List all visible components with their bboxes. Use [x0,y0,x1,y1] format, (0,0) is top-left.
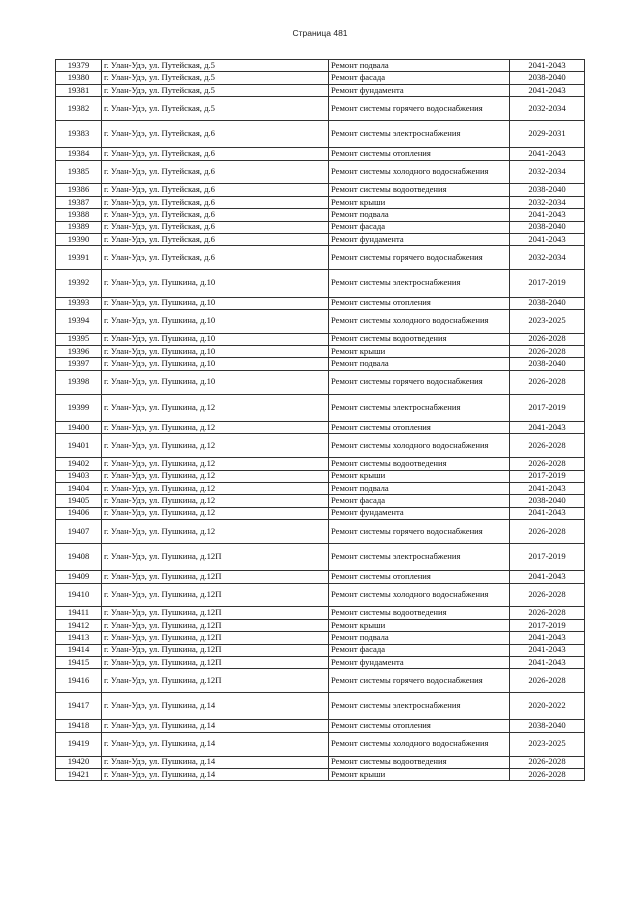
period-cell: 2017-2019 [510,270,585,297]
address-cell: г. Улан-Удэ, ул. Пушкина, д.10 [102,346,329,358]
row-number-cell: 19416 [56,669,102,693]
work-type-cell: Ремонт системы водоотведения [329,184,510,196]
period-cell: 2038-2040 [510,221,585,233]
address-cell: г. Улан-Удэ, ул. Путейская, д.6 [102,221,329,233]
work-type-cell: Ремонт подвала [329,60,510,72]
table-row [56,470,585,482]
table-row [56,297,585,309]
period-cell: 2023-2025 [510,309,585,333]
work-type-cell: Ремонт системы электроснабжения [329,120,510,147]
row-number-cell: 19403 [56,470,102,482]
work-type-cell: Ремонт крыши [329,196,510,208]
work-type-cell: Ремонт системы отопления [329,720,510,732]
address-cell: г. Улан-Удэ, ул. Пушкина, д.12П [102,607,329,619]
row-number-cell: 19390 [56,234,102,246]
row-number-cell: 19402 [56,458,102,470]
table-row [56,97,585,121]
row-number-cell: 19398 [56,370,102,394]
work-type-cell: Ремонт системы холодного водоснабжения [329,309,510,333]
address-cell: г. Улан-Удэ, ул. Путейская, д.5 [102,60,329,72]
period-cell: 2041-2043 [510,571,585,583]
row-number-cell: 19388 [56,209,102,221]
address-cell: г. Улан-Удэ, ул. Пушкина, д.12 [102,520,329,544]
table-row [56,619,585,631]
address-cell: г. Улан-Удэ, ул. Пушкина, д.14 [102,756,329,768]
address-cell: г. Улан-Удэ, ул. Путейская, д.6 [102,196,329,208]
row-number-cell: 19399 [56,394,102,421]
work-type-cell: Ремонт системы горячего водоснабжения [329,97,510,121]
row-number-cell: 19385 [56,160,102,184]
work-type-cell: Ремонт системы горячего водоснабжения [329,669,510,693]
table-row [56,583,585,607]
row-number-cell: 19419 [56,732,102,756]
work-type-cell: Ремонт крыши [329,470,510,482]
address-cell: г. Улан-Удэ, ул. Пушкина, д.12 [102,507,329,519]
address-cell: г. Улан-Удэ, ул. Пушкина, д.12П [102,632,329,644]
address-cell: г. Улан-Удэ, ул. Пушкина, д.12П [102,583,329,607]
period-cell: 2041-2043 [510,644,585,656]
period-cell: 2041-2043 [510,656,585,668]
period-cell: 2038-2040 [510,184,585,196]
address-cell: г. Улан-Удэ, ул. Пушкина, д.14 [102,693,329,720]
row-number-cell: 19413 [56,632,102,644]
address-cell: г. Улан-Удэ, ул. Пушкина, д.12П [102,619,329,631]
row-number-cell: 19396 [56,346,102,358]
row-number-cell: 19408 [56,543,102,570]
table-row [56,421,585,433]
address-cell: г. Улан-Удэ, ул. Пушкина, д.10 [102,270,329,297]
row-number-cell: 19389 [56,221,102,233]
row-number-cell: 19406 [56,507,102,519]
period-cell: 2026-2028 [510,669,585,693]
row-number-cell: 19392 [56,270,102,297]
address-cell: г. Улан-Удэ, ул. Пушкина, д.12 [102,394,329,421]
address-cell: г. Улан-Удэ, ул. Пушкина, д.10 [102,370,329,394]
address-cell: г. Улан-Удэ, ул. Путейская, д.5 [102,84,329,96]
row-number-cell: 19415 [56,656,102,668]
table-row [56,209,585,221]
address-cell: г. Улан-Удэ, ул. Пушкина, д.12П [102,644,329,656]
row-number-cell: 19421 [56,769,102,781]
row-number-cell: 19412 [56,619,102,631]
table-row [56,495,585,507]
table-row [56,434,585,458]
period-cell: 2026-2028 [510,756,585,768]
table-row [56,507,585,519]
row-number-cell: 19401 [56,434,102,458]
work-type-cell: Ремонт подвала [329,482,510,494]
table-row [56,543,585,570]
period-cell: 2017-2019 [510,619,585,631]
table-row [56,632,585,644]
work-type-cell: Ремонт фасада [329,221,510,233]
address-cell: г. Улан-Удэ, ул. Пушкина, д.12 [102,421,329,433]
work-type-cell: Ремонт фундамента [329,84,510,96]
address-cell: г. Улан-Удэ, ул. Путейская, д.6 [102,160,329,184]
work-type-cell: Ремонт системы отопления [329,421,510,433]
period-cell: 2029-2031 [510,120,585,147]
work-type-cell: Ремонт системы холодного водоснабжения [329,732,510,756]
table-row [56,72,585,84]
row-number-cell: 19411 [56,607,102,619]
row-number-cell: 19404 [56,482,102,494]
work-type-cell: Ремонт фундамента [329,507,510,519]
row-number-cell: 19420 [56,756,102,768]
work-type-cell: Ремонт системы отопления [329,571,510,583]
row-number-cell: 19407 [56,520,102,544]
row-number-cell: 19409 [56,571,102,583]
period-cell: 2026-2028 [510,346,585,358]
row-number-cell: 19382 [56,97,102,121]
work-type-cell: Ремонт системы горячего водоснабжения [329,246,510,270]
address-cell: г. Улан-Удэ, ул. Путейская, д.6 [102,246,329,270]
table-row [56,693,585,720]
table-row [56,458,585,470]
period-cell: 2017-2019 [510,543,585,570]
work-type-cell: Ремонт фундамента [329,234,510,246]
address-cell: г. Улан-Удэ, ул. Пушкина, д.12П [102,571,329,583]
row-number-cell: 19386 [56,184,102,196]
table-row [56,394,585,421]
work-type-cell: Ремонт системы отопления [329,148,510,160]
table-row [56,120,585,147]
table-row [56,270,585,297]
table-row [56,160,585,184]
period-cell: 2038-2040 [510,72,585,84]
period-cell: 2026-2028 [510,458,585,470]
period-cell: 2026-2028 [510,434,585,458]
period-cell: 2041-2043 [510,507,585,519]
table-row [56,720,585,732]
work-type-cell: Ремонт подвала [329,632,510,644]
address-cell: г. Улан-Удэ, ул. Пушкина, д.12 [102,482,329,494]
table-body [56,60,585,781]
table-row [56,196,585,208]
page-header: Страница 481 [292,28,348,38]
table-row [56,234,585,246]
period-cell: 2032-2034 [510,246,585,270]
table-row [56,656,585,668]
table-row [56,309,585,333]
address-cell: г. Улан-Удэ, ул. Пушкина, д.12П [102,656,329,668]
work-type-cell: Ремонт крыши [329,346,510,358]
period-cell: 2041-2043 [510,632,585,644]
work-type-cell: Ремонт системы холодного водоснабжения [329,583,510,607]
period-cell: 2041-2043 [510,482,585,494]
row-number-cell: 19387 [56,196,102,208]
address-cell: г. Улан-Удэ, ул. Пушкина, д.10 [102,309,329,333]
period-cell: 2026-2028 [510,583,585,607]
table-row [56,358,585,370]
work-type-cell: Ремонт системы отопления [329,297,510,309]
row-number-cell: 19384 [56,148,102,160]
period-cell: 2038-2040 [510,720,585,732]
table-row [56,769,585,781]
work-type-cell: Ремонт системы водоотведения [329,333,510,345]
row-number-cell: 19397 [56,358,102,370]
table-row [56,644,585,656]
row-number-cell: 19394 [56,309,102,333]
work-type-cell: Ремонт системы водоотведения [329,756,510,768]
table-row [56,756,585,768]
address-cell: г. Улан-Удэ, ул. Путейская, д.5 [102,97,329,121]
address-cell: г. Улан-Удэ, ул. Путейская, д.6 [102,209,329,221]
address-cell: г. Улан-Удэ, ул. Пушкина, д.14 [102,769,329,781]
row-number-cell: 19393 [56,297,102,309]
table-row [56,732,585,756]
table-row [56,333,585,345]
work-type-cell: Ремонт системы электроснабжения [329,394,510,421]
address-cell: г. Улан-Удэ, ул. Пушкина, д.14 [102,720,329,732]
table-row [56,607,585,619]
table-row [56,370,585,394]
period-cell: 2038-2040 [510,495,585,507]
period-cell: 2041-2043 [510,209,585,221]
address-cell: г. Улан-Удэ, ул. Пушкина, д.10 [102,297,329,309]
table-row [56,669,585,693]
table-row [56,184,585,196]
address-cell: г. Улан-Удэ, ул. Пушкина, д.12 [102,470,329,482]
table-row [56,246,585,270]
period-cell: 2032-2034 [510,160,585,184]
address-cell: г. Улан-Удэ, ул. Пушкина, д.12П [102,543,329,570]
period-cell: 2017-2019 [510,394,585,421]
row-number-cell: 19380 [56,72,102,84]
row-number-cell: 19381 [56,84,102,96]
period-cell: 2041-2043 [510,84,585,96]
work-type-cell: Ремонт фасада [329,72,510,84]
address-cell: г. Улан-Удэ, ул. Пушкина, д.12 [102,458,329,470]
work-type-cell: Ремонт системы водоотведения [329,458,510,470]
work-type-cell: Ремонт подвала [329,209,510,221]
period-cell: 2041-2043 [510,234,585,246]
row-number-cell: 19383 [56,120,102,147]
period-cell: 2038-2040 [510,297,585,309]
work-type-cell: Ремонт фундамента [329,656,510,668]
address-cell: г. Улан-Удэ, ул. Путейская, д.5 [102,72,329,84]
work-type-cell: Ремонт системы горячего водоснабжения [329,520,510,544]
period-cell: 2032-2034 [510,196,585,208]
address-cell: г. Улан-Удэ, ул. Пушкина, д.10 [102,358,329,370]
table-row [56,482,585,494]
period-cell: 2020-2022 [510,693,585,720]
work-type-cell: Ремонт системы холодного водоснабжения [329,434,510,458]
table-row [56,84,585,96]
address-cell: г. Улан-Удэ, ул. Путейская, д.6 [102,148,329,160]
work-type-cell: Ремонт крыши [329,769,510,781]
row-number-cell: 19410 [56,583,102,607]
period-cell: 2026-2028 [510,370,585,394]
work-type-cell: Ремонт фасада [329,495,510,507]
row-number-cell: 19400 [56,421,102,433]
table-row [56,221,585,233]
period-cell: 2026-2028 [510,520,585,544]
row-number-cell: 19418 [56,720,102,732]
period-cell: 2026-2028 [510,769,585,781]
address-cell: г. Улан-Удэ, ул. Пушкина, д.12 [102,495,329,507]
row-number-cell: 19391 [56,246,102,270]
row-number-cell: 19417 [56,693,102,720]
period-cell: 2032-2034 [510,97,585,121]
address-cell: г. Улан-Удэ, ул. Пушкина, д.12 [102,434,329,458]
work-type-cell: Ремонт системы электроснабжения [329,543,510,570]
table-row [56,346,585,358]
table-row [56,60,585,72]
work-type-cell: Ремонт системы горячего водоснабжения [329,370,510,394]
address-cell: г. Улан-Удэ, ул. Пушкина, д.14 [102,732,329,756]
period-cell: 2023-2025 [510,732,585,756]
work-type-cell: Ремонт системы водоотведения [329,607,510,619]
period-cell: 2041-2043 [510,60,585,72]
row-number-cell: 19405 [56,495,102,507]
address-cell: г. Улан-Удэ, ул. Пушкина, д.12П [102,669,329,693]
address-cell: г. Улан-Удэ, ул. Путейская, д.6 [102,234,329,246]
row-number-cell: 19414 [56,644,102,656]
address-cell: г. Улан-Удэ, ул. Путейская, д.6 [102,184,329,196]
table-row [56,520,585,544]
work-type-cell: Ремонт крыши [329,619,510,631]
work-type-cell: Ремонт системы холодного водоснабжения [329,160,510,184]
period-cell: 2026-2028 [510,607,585,619]
address-cell: г. Улан-Удэ, ул. Пушкина, д.10 [102,333,329,345]
work-type-cell: Ремонт системы электроснабжения [329,693,510,720]
work-type-cell: Ремонт подвала [329,358,510,370]
period-cell: 2026-2028 [510,333,585,345]
row-number-cell: 19395 [56,333,102,345]
row-number-cell: 19379 [56,60,102,72]
period-cell: 2017-2019 [510,470,585,482]
period-cell: 2041-2043 [510,148,585,160]
address-cell: г. Улан-Удэ, ул. Путейская, д.6 [102,120,329,147]
repair-schedule-table [55,59,585,781]
work-type-cell: Ремонт системы электроснабжения [329,270,510,297]
table-row [56,148,585,160]
period-cell: 2041-2043 [510,421,585,433]
period-cell: 2038-2040 [510,358,585,370]
table-row [56,571,585,583]
work-type-cell: Ремонт фасада [329,644,510,656]
